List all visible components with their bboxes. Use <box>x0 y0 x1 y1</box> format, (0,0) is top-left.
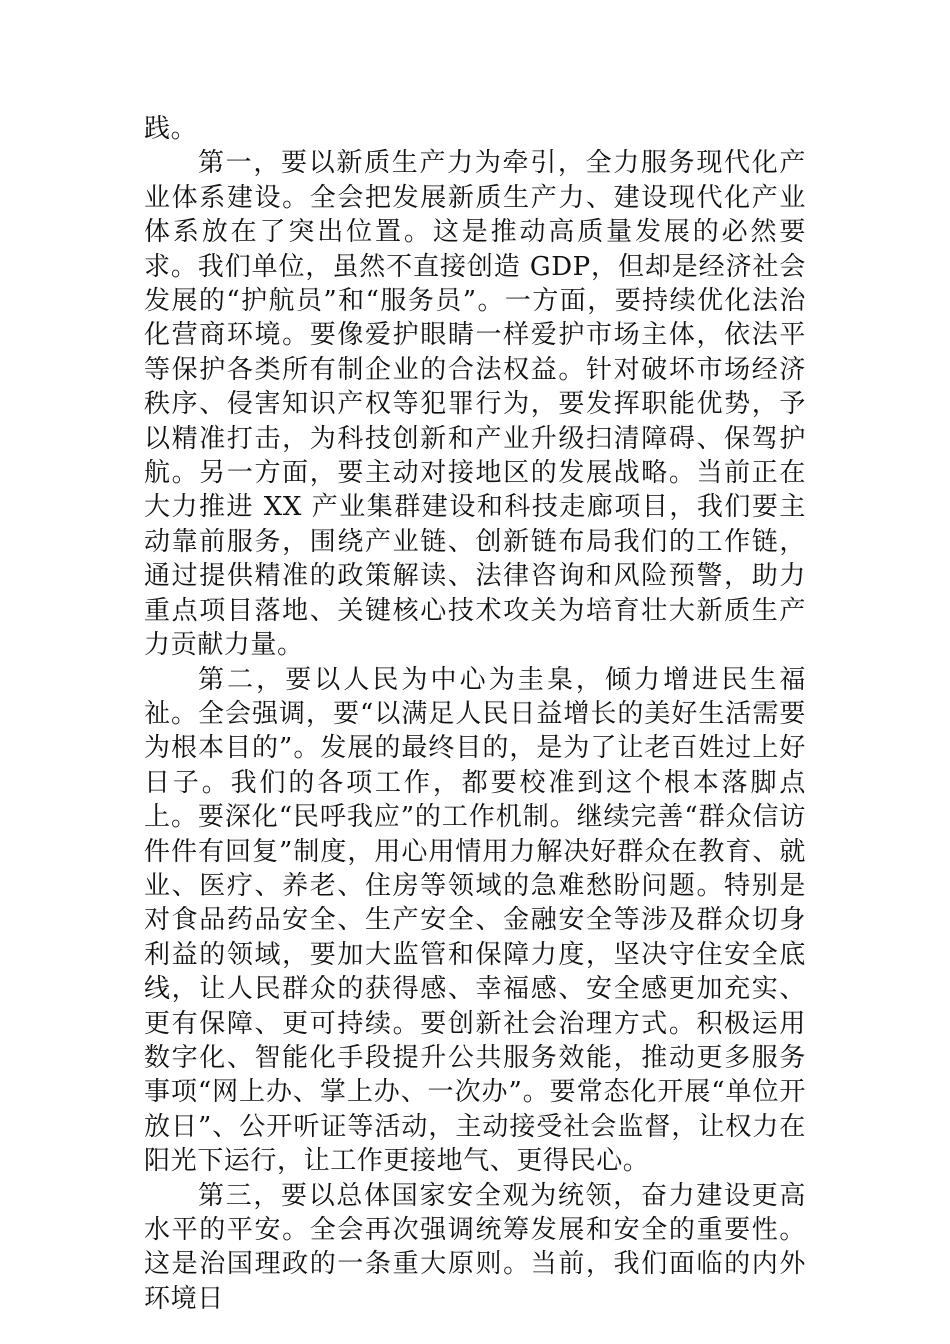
paragraph-continuation: 践。 <box>144 114 198 144</box>
document-page <box>144 112 806 1316</box>
paragraph-third-point: 第三，要以总体国家安全观为统领，奋力建设更高水平的平安。全会再次强调统筹发展和安全的重要性。这是治国理政的一条重大原则。当前，我们面临的内外环境日 <box>144 1180 806 1314</box>
paragraph-second-point: 第二，要以人民为中心为圭臬，倾力增进民生福祉。全会强调，要“以满足人民日益增长的美好生活需要为根本目的”。发展的最终目的，是为了让老百姓过上好日子。我们的各项工作，都要校准到这个根本落脚点上。要深化“民呼我应”的工作机制。继续完善“群众信访件件有回复”制度，用心用情用力解决好群众在教育、就业、医疗、养老、住房等领域的急难愁盼问题。特别是对食品药品安全、生产安全、金融安全等涉及群众切身利益的领域，要加大监管和保障力度，坚决守住安全底线，让人民群众的获得感、幸福感、安全感更加充实、更有保障、更可持续。要创新社会治理方式。积极运用数字化、智能化手段提升公共服务效能，推动更多服务事项“网上办、掌上办、一次办”。要常态化开展“单位开放日”、公开听证等活动，主动接受社会监督，让权力在阳光下运行，让工作更接地气、更得民心。 <box>144 664 806 1177</box>
paragraph-first-point: 第一，要以新质生产力为牵引，全力服务现代化产业体系建设。全会把发展新质生产力、建设现代化产业体系放在了突出位置。这是推动高质量发展的必然要求。我们单位，虽然不直接创造 GDP，但却是经济社会发展的“护航员”和“服务员”。一方面，要持续优化法治化营商环境。要像爱护眼睛一样爱护市场主体，依法平等保护各类所有制企业的合法权益。针对破坏市场经济秩序、侵害知识产权等犯罪行为，要发挥职能优势，予以精准打击，为科技创新和产业升级扫清障碍、保驾护航。另一方面，要主动对接地区的发展战略。当前正在大力推进 XX 产业集群建设和科技走廊项目，我们要主动靠前服务，围绕产业链、创新链布局我们的工作链，通过提供精准的政策解读、法律咨询和风险预警，助力重点项目落地、关键核心技术攻关为培育壮大新质生产力贡献力量。 <box>144 148 806 661</box>
